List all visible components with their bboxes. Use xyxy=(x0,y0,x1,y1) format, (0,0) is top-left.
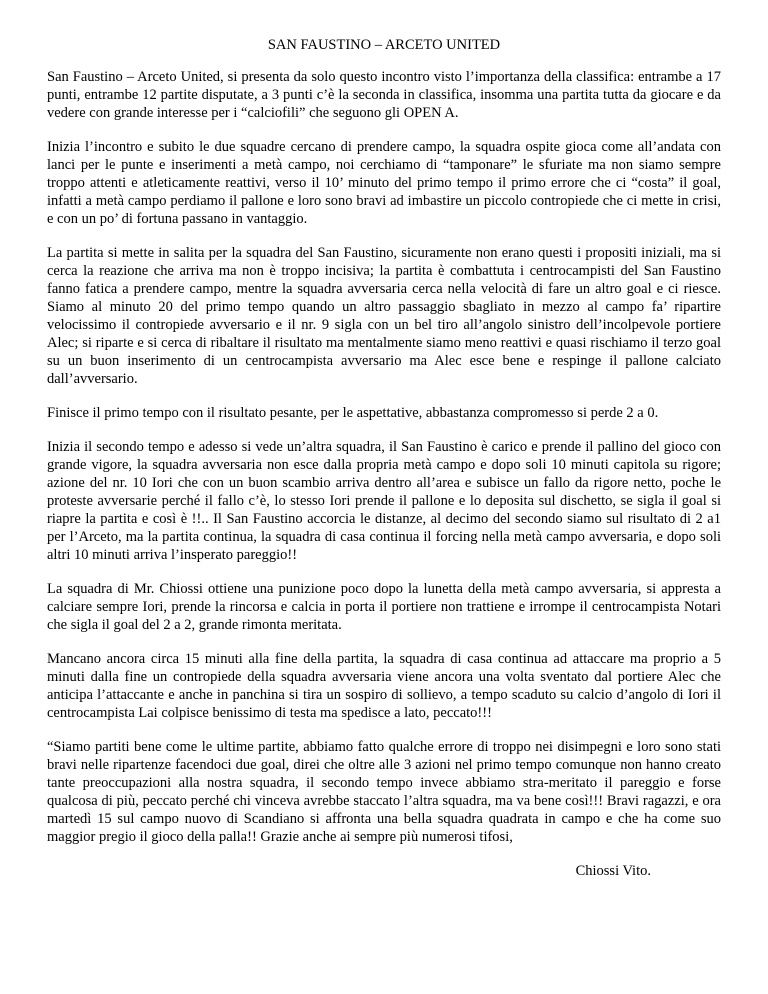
paragraph-second-goal: La partita si mette in salita per la squadra del San Faustino, sicuramente non erano questi i propositi iniziali, ma si cerca la reazione che arriva ma non è troppo incisiva; la partita è combattuta i centrocampisti del San Faustino fanno fatica a prendere campo, mentre la squadra avversaria cerca nella velocità di fare un altro goal e ci riesce. Siamo al minuto 20 del primo tempo quando un altro passaggio sbagliato in mezzo al campo fa’ ripartire velocissimo il contropiede avversario e il nr. 9 sigla con un bel tiro all’angolo sinistro dell’incolpevole portiere Alec; si riparte e si cerca di ribaltare il risultato ma mentalmente siamo meno reattivi e quasi rischiamo il terzo goal su un buon inserimento di un centrocampista avversario ma Alec esce bene e respinge il pallone calciato dall’avversario. xyxy=(47,245,721,387)
document-title: SAN FAUSTINO – ARCETO UNITED xyxy=(267,37,501,53)
paragraph-first-goal: Inizia l’incontro e subito le due squadre cercano di prendere campo, la squadra ospite gioca come all’andata con lanci per le punte e inserimenti a metà campo, noi cerchiamo di “tamponare” le sfuriate ma non siamo sempre troppo attenti e atleticamente reattivi, verso il 10’ minuto del primo tempo il primo errore che ci “costa” il goal, infatti a metà campo perdiamo il pallone e loro sono bravi ad imbastire un piccolo contropiede che ci mette in crisi, e con un po’ di fortuna passano in vantaggio. xyxy=(47,139,721,227)
paragraph-intro: San Faustino – Arceto United, si presenta da solo questo incontro visto l’importanza della classifica: entrambe a 17 punti, entrambe 12 partite disputate, a 3 punti c’è la seconda in classifica, insomma una partita tutta da giocare e da vedere con grande interesse per i “calciofili” che seguono gli OPEN A. xyxy=(47,69,721,121)
paragraph-second-half: Inizia il secondo tempo e adesso si vede un’altra squadra, il San Faustino è carico e prende il pallino del gioco con grande vigore, la squadra avversaria non esce dalla propria metà campo e dopo soli 10 minuti capitola su rigore; azione del nr. 10 Iori che con un buon scambio arriva dentro all’area e subisce un fallo da rigore netto, poche le proteste avversarie perché il fallo c’è, lo stesso Iori prende il pallone e lo deposita sul dischetto, se sigla il goal si riapre la partita e così è !!.. Il San Faustino accorcia le distanze, al decimo del secondo siamo sul risultato di 2 a1 per l’Arceto, ma la partita continua, la squadra di casa continua il forcing nella metà campo avversaria, e dopo soli altri 10 minuti arriva l’insperato pareggio!! xyxy=(47,439,721,563)
paragraph-half-time: Finisce il primo tempo con il risultato pesante, per le aspettative, abbastanza compromesso si perde 2 a 0. xyxy=(47,405,659,421)
paragraph-coach-quote: “Siamo partiti bene come le ultime partite, abbiamo fatto qualche errore di troppo nei disimpegni e loro sono stati bravi nelle ripartenze facendoci due goal, direi che oltre alle 3 azioni nel primo tempo comunque non hanno creato tante preoccupazioni alla nostra squadra, il secondo tempo invece abbiamo stra-meritato il pareggio e forse qualcosa di più, peccato perché chi vinceva avrebbe staccato l’altra squadra, ma va bene così!!! Bravi ragazzi, e ora martedì 15 sul campo nuovo di Scandiano si affronta una bella squadra quadrata in campo e che ha come suo maggior pregio il gioco della palla!! Grazie anche ai sempre più numerosi tifosi, xyxy=(47,739,721,845)
paragraph-equalizer: La squadra di Mr. Chiossi ottiene una punizione poco dopo la lunetta della metà campo avversaria, si appresta a calciare sempre Iori, prende la rincorsa e calcia in porta il portiere non trattiene e irrompe il centrocampista Notari che sigla il goal del 2 a 2, grande rimonta meritata. xyxy=(47,581,721,633)
signature: Chiossi Vito. xyxy=(575,863,651,879)
paragraph-final-minutes: Mancano ancora circa 15 minuti alla fine della partita, la squadra di casa continua ad attaccare ma proprio a 5 minuti dalla fine un contropiede della squadra avversaria viene ancora una volta sventato dal portiere Alec che anticipa l’attaccante e anche in panchina si tira un sospiro di sollievo, a tempo scaduto su calcio d’angolo di Iori il centrocampista Lai colpisce benissimo di testa ma spedisce a lato, peccato!!! xyxy=(47,651,721,721)
